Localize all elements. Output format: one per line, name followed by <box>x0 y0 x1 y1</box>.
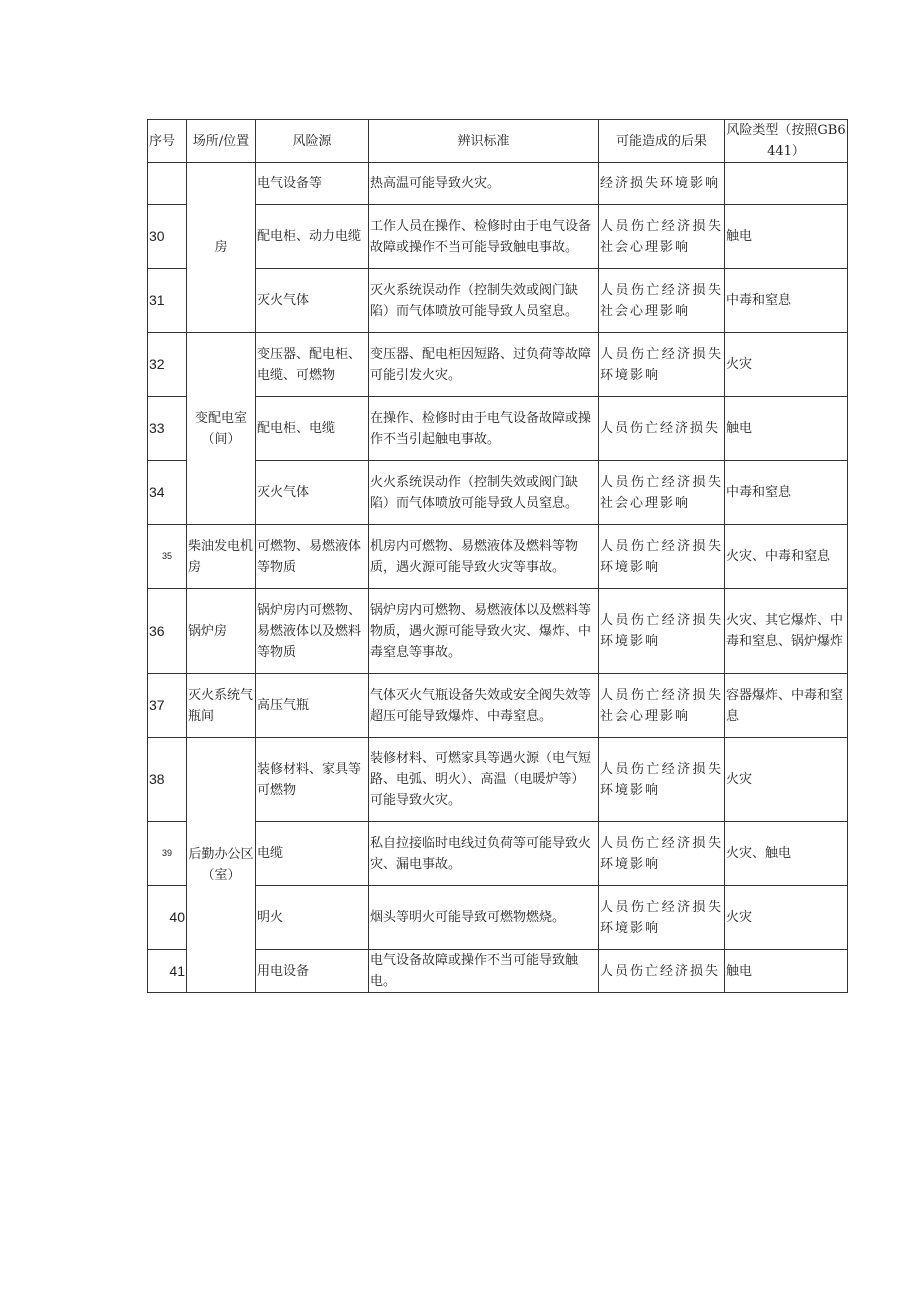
header-row <box>148 120 848 163</box>
risk-source: 电气设备等 <box>256 163 369 205</box>
risk-type: 触电 <box>725 205 848 269</box>
location-cell: 柴油发电机房 <box>187 525 256 589</box>
risk-source: 电缆 <box>256 822 369 886</box>
identification-criteria: 在操作、检修时由于电气设备故障或操作不当引起触电事故。 <box>369 397 599 461</box>
table-row <box>148 163 848 205</box>
risk-source: 灭火气体 <box>256 269 369 333</box>
row-number: 37 <box>148 674 187 738</box>
consequence: 人员伤亡经济损失社会心理影响 <box>599 205 725 269</box>
identification-criteria: 火火系统误动作（控制失效或阀门缺陷）而气体喷放可能导致人员窒息。 <box>369 461 599 525</box>
identification-criteria: 装修材料、可燃家具等遇火源（电气短路、电弧、明火）、高温（电暖炉等）可能导致火灾。 <box>369 738 599 822</box>
header-source: 风险源 <box>256 120 369 163</box>
consequence: 人员伤亡经济损失环境影响 <box>599 525 725 589</box>
identification-criteria: 气体灭火气瓶设备失效或安全阀失效等超压可能导致爆炸、中毒窒息。 <box>369 674 599 738</box>
location-cell: 灭火系统气瓶间 <box>187 674 256 738</box>
header-seq: 序号 <box>148 120 187 163</box>
risk-source: 高压气瓶 <box>256 674 369 738</box>
risk-source: 装修材料、家具等可燃物 <box>256 738 369 822</box>
identification-criteria: 锅炉房内可燃物、易燃液体以及燃料等物质，遇火源可能导致火灾、爆炸、中毒窒息等事故。 <box>369 589 599 674</box>
table-row <box>148 525 848 589</box>
row-number: 30 <box>148 205 187 269</box>
location-cell: 锅炉房 <box>187 589 256 674</box>
row-number: 35 <box>148 525 187 589</box>
consequence: 人员伤亡经济损失社会心理影响 <box>599 269 725 333</box>
consequence: 人员伤亡经济损失环境影响 <box>599 738 725 822</box>
consequence: 人员伤亡经济损失社会心理影响 <box>599 461 725 525</box>
row-number: 31 <box>148 269 187 333</box>
risk-source: 可燃物、易燃液体等物质 <box>256 525 369 589</box>
location-cell: 变配电室（间） <box>187 333 256 525</box>
consequence: 人员伤亡经济损失环境影响 <box>599 886 725 950</box>
header-consequence: 可能造成的后果 <box>599 120 725 163</box>
consequence: 人员伤亡经济损失 <box>599 397 725 461</box>
location-cell: 后勤办公区（室） <box>187 738 256 993</box>
risk-type: 火灾 <box>725 886 848 950</box>
identification-criteria: 烟头等明火可能导致可燃物燃烧。 <box>369 886 599 950</box>
identification-criteria: 机房内可燃物、易燃液体及燃料等物质，遇火源可能导致火灾等事故。 <box>369 525 599 589</box>
consequence: 人员伤亡经济损失 <box>599 950 725 993</box>
identification-criteria: 热高温可能导致火灾。 <box>369 163 599 205</box>
identification-criteria: 工作人员在操作、检修时由于电气设备故障或操作不当可能导致触电事故。 <box>369 205 599 269</box>
row-number: 41 <box>148 950 187 993</box>
risk-type: 火灾、其它爆炸、中毒和窒息、锅炉爆炸 <box>725 589 848 674</box>
risk-type: 容器爆炸、中毒和窒息 <box>725 674 848 738</box>
risk-source: 锅炉房内可燃物、易燃液体以及燃料等物质 <box>256 589 369 674</box>
risk-type: 火灾 <box>725 738 848 822</box>
row-number: 33 <box>148 397 187 461</box>
risk-type: 火灾、触电 <box>725 822 848 886</box>
header-risk-type: 风险类型（按照GB6441） <box>725 120 848 163</box>
consequence: 经济损失环境影响 <box>599 163 725 205</box>
table-row <box>148 333 848 397</box>
consequence: 人员伤亡经济损失环境影响 <box>599 333 725 397</box>
risk-type: 中毒和窒息 <box>725 461 848 525</box>
row-number: 34 <box>148 461 187 525</box>
row-number: 39 <box>148 822 187 886</box>
header-location: 场所/位置 <box>187 120 256 163</box>
risk-type: 触电 <box>725 397 848 461</box>
table-row <box>148 589 848 674</box>
row-number: 38 <box>148 738 187 822</box>
risk-type: 火灾 <box>725 333 848 397</box>
risk-source: 配电柜、电缆 <box>256 397 369 461</box>
identification-criteria: 私自拉接临时电线过负荷等可能导致火灾、漏电事故。 <box>369 822 599 886</box>
identification-criteria: 变压器、配电柜因短路、过负荷等故障可能引发火灾。 <box>369 333 599 397</box>
row-number: 40 <box>148 886 187 950</box>
risk-source: 变压器、配电柜、电缆、可燃物 <box>256 333 369 397</box>
row-number <box>148 163 187 205</box>
risk-type: 触电 <box>725 950 848 993</box>
consequence: 人员伤亡经济损失社会心理影响 <box>599 674 725 738</box>
table-row <box>148 674 848 738</box>
header-criteria: 辨识标准 <box>369 120 599 163</box>
table-row <box>148 738 848 822</box>
risk-type <box>725 163 848 205</box>
risk-source: 明火 <box>256 886 369 950</box>
risk-source: 用电设备 <box>256 950 369 993</box>
risk-type: 火灾、中毒和窒息 <box>725 525 848 589</box>
location-cell: 房 <box>187 163 256 333</box>
consequence: 人员伤亡经济损失环境影响 <box>599 589 725 674</box>
consequence: 人员伤亡经济损失环境影响 <box>599 822 725 886</box>
risk-source: 配电柜、动力电缆 <box>256 205 369 269</box>
row-number: 36 <box>148 589 187 674</box>
risk-type: 中毒和窒息 <box>725 269 848 333</box>
identification-criteria: 灭火系统误动作（控制失效或阀门缺陷）而气体喷放可能导致人员窒息。 <box>369 269 599 333</box>
risk-source: 灭火气体 <box>256 461 369 525</box>
identification-criteria: 电气设备故障或操作不当可能导致触电。 <box>369 950 599 993</box>
risk-identification-table <box>147 119 848 993</box>
row-number: 32 <box>148 333 187 397</box>
